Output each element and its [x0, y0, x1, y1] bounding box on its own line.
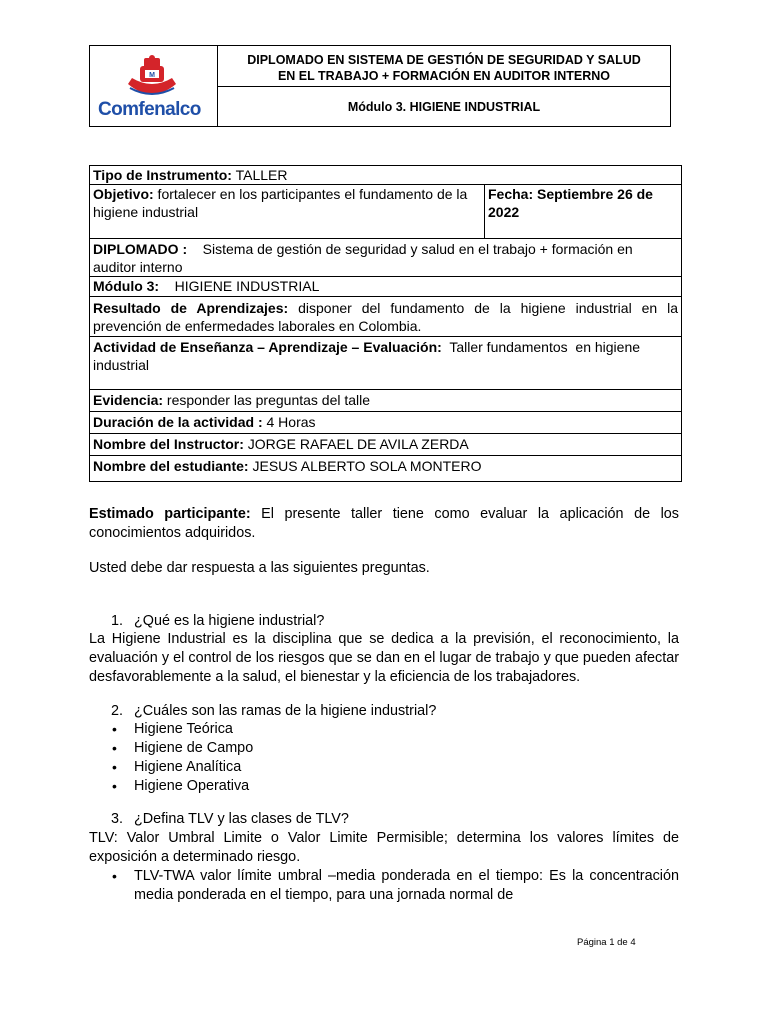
table-row — [90, 434, 682, 456]
question-3-text: ¿Defina TLV y las clases de TLV? — [134, 811, 349, 827]
bullet-icon: • — [112, 759, 117, 775]
instructor-cell — [90, 434, 682, 456]
actividad-value: Taller fundamentos en higiene industrial — [93, 339, 644, 373]
table-row — [90, 185, 682, 239]
intro-paragraph — [89, 505, 679, 543]
list-item: Higiene Teórica — [134, 721, 233, 737]
resultado-cell — [90, 297, 682, 337]
diplomado-value: Sistema de gestión de seguridad y salud en el trabajo + formación en auditor interno — [93, 241, 637, 275]
table-row — [90, 337, 682, 390]
bullet-icon: • — [112, 778, 117, 794]
duracion-cell — [90, 412, 682, 434]
list-item: TLV-TWA valor límite umbral –media ponderada en el tiempo: Es la concentración media ponderada en el tiempo, para una jornada normal de — [134, 868, 679, 903]
table-row — [90, 390, 682, 412]
comfenalco-logo-icon — [126, 54, 178, 100]
question-2-text: ¿Cuáles son las ramas de la higiene industrial? — [134, 703, 437, 719]
evidencia-value: responder las preguntas del talle — [163, 392, 371, 408]
table-row — [90, 412, 682, 434]
intro-text: El presente taller tiene como evaluar la aplicación de los conocimientos adquiridos. — [89, 506, 679, 541]
duracion-label: Duración de la actividad : — [93, 414, 263, 430]
program-title-line2: EN EL TRABAJO + FORMACIÓN EN AUDITOR INTERNO — [277, 69, 611, 83]
list-item: Higiene Operativa — [134, 778, 250, 794]
fecha-cell: Fecha: Septiembre 26 de 2022 — [485, 185, 682, 239]
modulo-cell — [90, 277, 682, 297]
estudiante-value: JESUS ALBERTO SOLA MONTERO — [248, 458, 482, 474]
table-row — [90, 239, 682, 277]
module-title: Módulo 3. HIGIENE INDUSTRIAL — [347, 100, 541, 114]
question-1-text: ¿Qué es la higiene industrial? — [134, 613, 325, 629]
objetivo-label: Objetivo: — [93, 186, 154, 202]
intro-label: Estimado participante: — [89, 506, 251, 522]
actividad-cell — [90, 337, 682, 390]
resultado-label: Resultado de Aprendizajes: — [93, 300, 289, 316]
modulo-label: Módulo 3: — [93, 278, 160, 294]
logo-text: Comfenalco — [98, 99, 201, 120]
tipo-value: TALLER — [231, 167, 288, 183]
question-1-number: 1. — [111, 613, 124, 629]
question-3-answer: TLV: Valor Umbral Limite o Valor Limite Permisible; determina los valores límites de exposición a determinado riesgo. — [89, 830, 679, 865]
evidencia-label: Evidencia: — [93, 392, 164, 408]
modulo-value: HIGIENE INDUSTRIAL — [159, 278, 320, 294]
question-3-number: 3. — [111, 811, 124, 827]
objetivo-value: fortalecer en los participantes el fundamento de la higiene industrial — [93, 186, 468, 220]
actividad-label: Actividad de Enseñanza – Aprendizaje – Evaluación: — [93, 339, 442, 355]
instrument-info-table — [89, 165, 682, 482]
objetivo-cell — [90, 185, 485, 239]
document-header — [89, 45, 671, 127]
program-title-line1: DIPLOMADO EN SISTEMA DE GESTIÓN DE SEGURIDAD Y SALUD — [247, 53, 641, 67]
instruction-text: Usted debe dar respuesta a las siguientes preguntas. — [89, 560, 430, 576]
question-2-number: 2. — [111, 703, 124, 719]
tipo-cell — [90, 166, 682, 185]
logo-cell — [90, 46, 218, 126]
svg-text:M: M — [149, 72, 155, 79]
list-item: Higiene de Campo — [134, 740, 254, 756]
table-row — [90, 166, 682, 185]
bullet-icon: • — [112, 740, 117, 756]
question-1-answer: La Higiene Industrial es la disciplina que se dedica a la previsión, el reconocimiento, la evaluación y el control de los riesgos que se dan en el lugar de trabajo y que pueden afectar desfavorablemente a la salud, el bienestar y la eficiencia de los trabajadores. — [89, 631, 679, 685]
bullet-icon: • — [112, 868, 117, 884]
estudiante-cell — [90, 456, 682, 482]
diplomado-label: DIPLOMADO : — [93, 241, 188, 257]
table-row — [90, 297, 682, 337]
bullet-icon: • — [112, 721, 117, 737]
instructor-value: JORGE RAFAEL DE AVILA ZERDA — [243, 436, 469, 452]
resultado-value: disponer del fundamento de la higiene industrial en la prevención de enfermedades laborales en Colombia. — [93, 300, 679, 334]
instructor-label: Nombre del Instructor: — [93, 436, 244, 452]
diplomado-cell — [90, 239, 682, 277]
table-row — [90, 456, 682, 482]
tipo-label: Tipo de Instrumento: — [93, 167, 232, 183]
evidencia-cell — [90, 390, 682, 412]
duracion-value: 4 Horas — [262, 414, 316, 430]
estudiante-label: Nombre del estudiante: — [93, 458, 249, 474]
table-row — [90, 277, 682, 297]
program-title — [218, 46, 670, 87]
list-item: Higiene Analítica — [134, 759, 242, 775]
page-number: Página 1 de 4 — [577, 937, 636, 948]
